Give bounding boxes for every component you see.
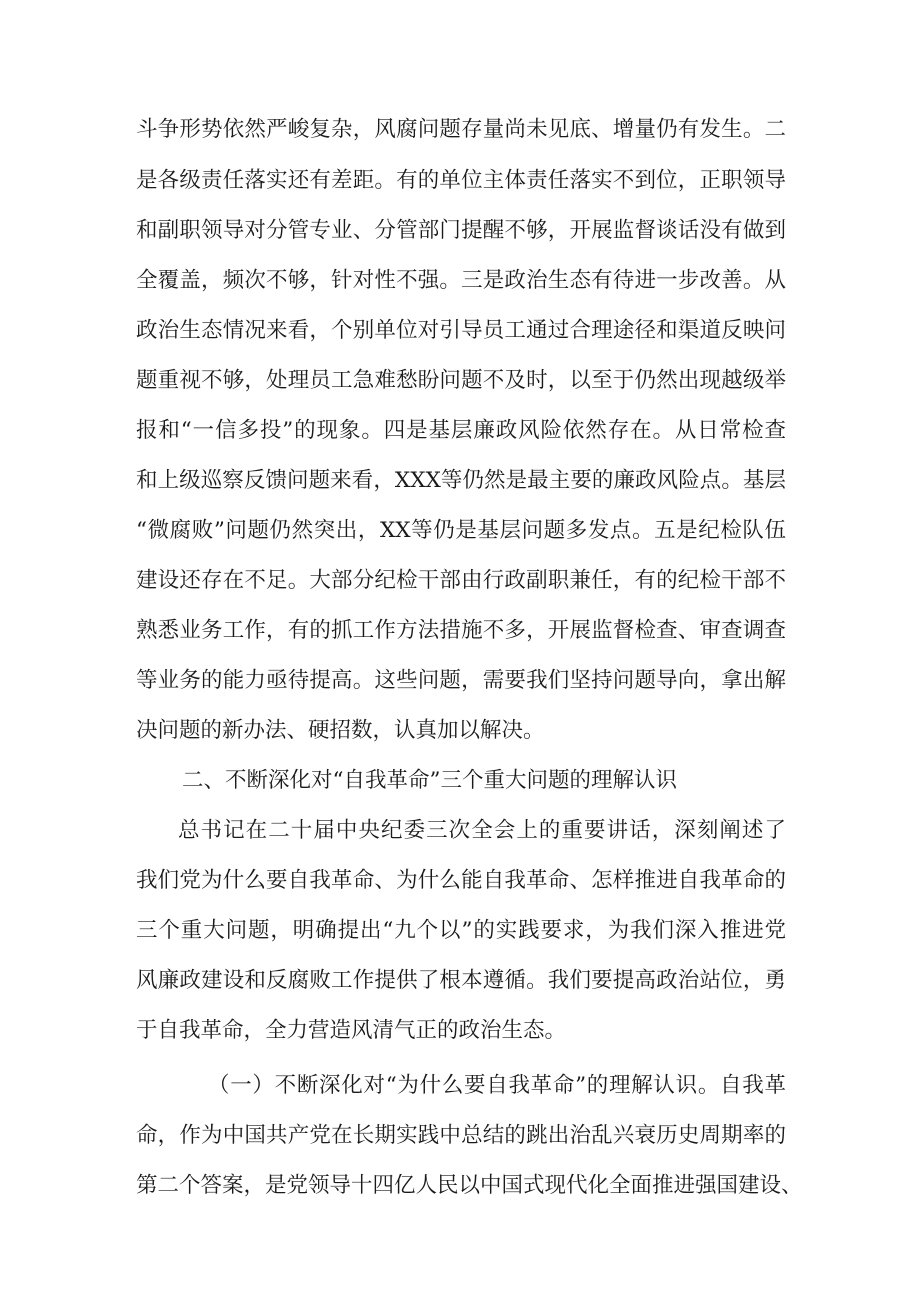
text-line: 题重视不够，处理员工急难愁盼问题不及时，以至于仍然出现越级举 <box>136 368 786 393</box>
text-line: 命，作为中国共产党在长期实践中总结的跳出治乱兴衰历史周期率的 <box>136 1123 786 1148</box>
text-line: 报和“一信多投”的现象。四是基层廉政风险依然存在。从日常检查 <box>136 418 786 443</box>
text-line: （一）不断深化对“为什么要自我革命”的理解认识。自我革 <box>208 1073 786 1098</box>
text-line: 于自我革命，全力营造风清气正的政治生态。 <box>136 1018 567 1043</box>
text-line: 是各级责任落实还有差距。有的单位主体责任落实不到位，正职领导 <box>136 168 786 193</box>
text-line: 等业务的能力亟待提高。这些问题，需要我们坚持问题导向，拿出解 <box>136 668 786 693</box>
text-line: 斗争形势依然严峻复杂，风腐问题存量尚未见底、增量仍有发生。二 <box>136 117 786 142</box>
text-line: 全覆盖，频次不够，针对性不强。三是政治生态有待进一步改善。从 <box>136 268 786 293</box>
text-line: “微腐败”问题仍然突出，XX等仍是基层问题多发点。五是纪检队伍 <box>136 518 786 543</box>
text-line: 政治生态情况来看，个别单位对引导员工通过合理途径和渠道反映问 <box>136 318 786 343</box>
text-line: 决问题的新办法、硬招数，认真加以解决。 <box>136 718 545 743</box>
text-line: 总书记在二十届中央纪委三次全会上的重要讲话，深刻阐述了 <box>178 818 786 843</box>
text-line: 三个重大问题，明确提出“九个以”的实践要求，为我们深入推进党 <box>136 918 786 943</box>
text-line: 和副职领导对分管专业、分管部门提醒不够，开展监督谈话没有做到 <box>136 218 786 243</box>
section-heading: 二、不断深化对“自我革命”三个重大问题的理解认识 <box>182 768 677 793</box>
text-line: 和上级巡察反馈问题来看，XXX等仍然是最主要的廉政风险点。基层 <box>136 468 786 493</box>
text-line: 建设还存在不足。大部分纪检干部由行政副职兼任，有的纪检干部不 <box>136 568 786 593</box>
text-line: 风廉政建设和反腐败工作提供了根本遵循。我们要提高政治站位，勇 <box>136 968 786 993</box>
text-line: 熟悉业务工作，有的抓工作方法措施不多，开展监督检查、审查调查 <box>136 618 786 643</box>
text-line: 第二个答案，是党领导十四亿人民以中国式现代化全面推进强国建设、 <box>136 1173 803 1198</box>
text-line: 我们党为什么要自我革命、为什么能自我革命、怎样推进自我革命的 <box>136 868 786 893</box>
